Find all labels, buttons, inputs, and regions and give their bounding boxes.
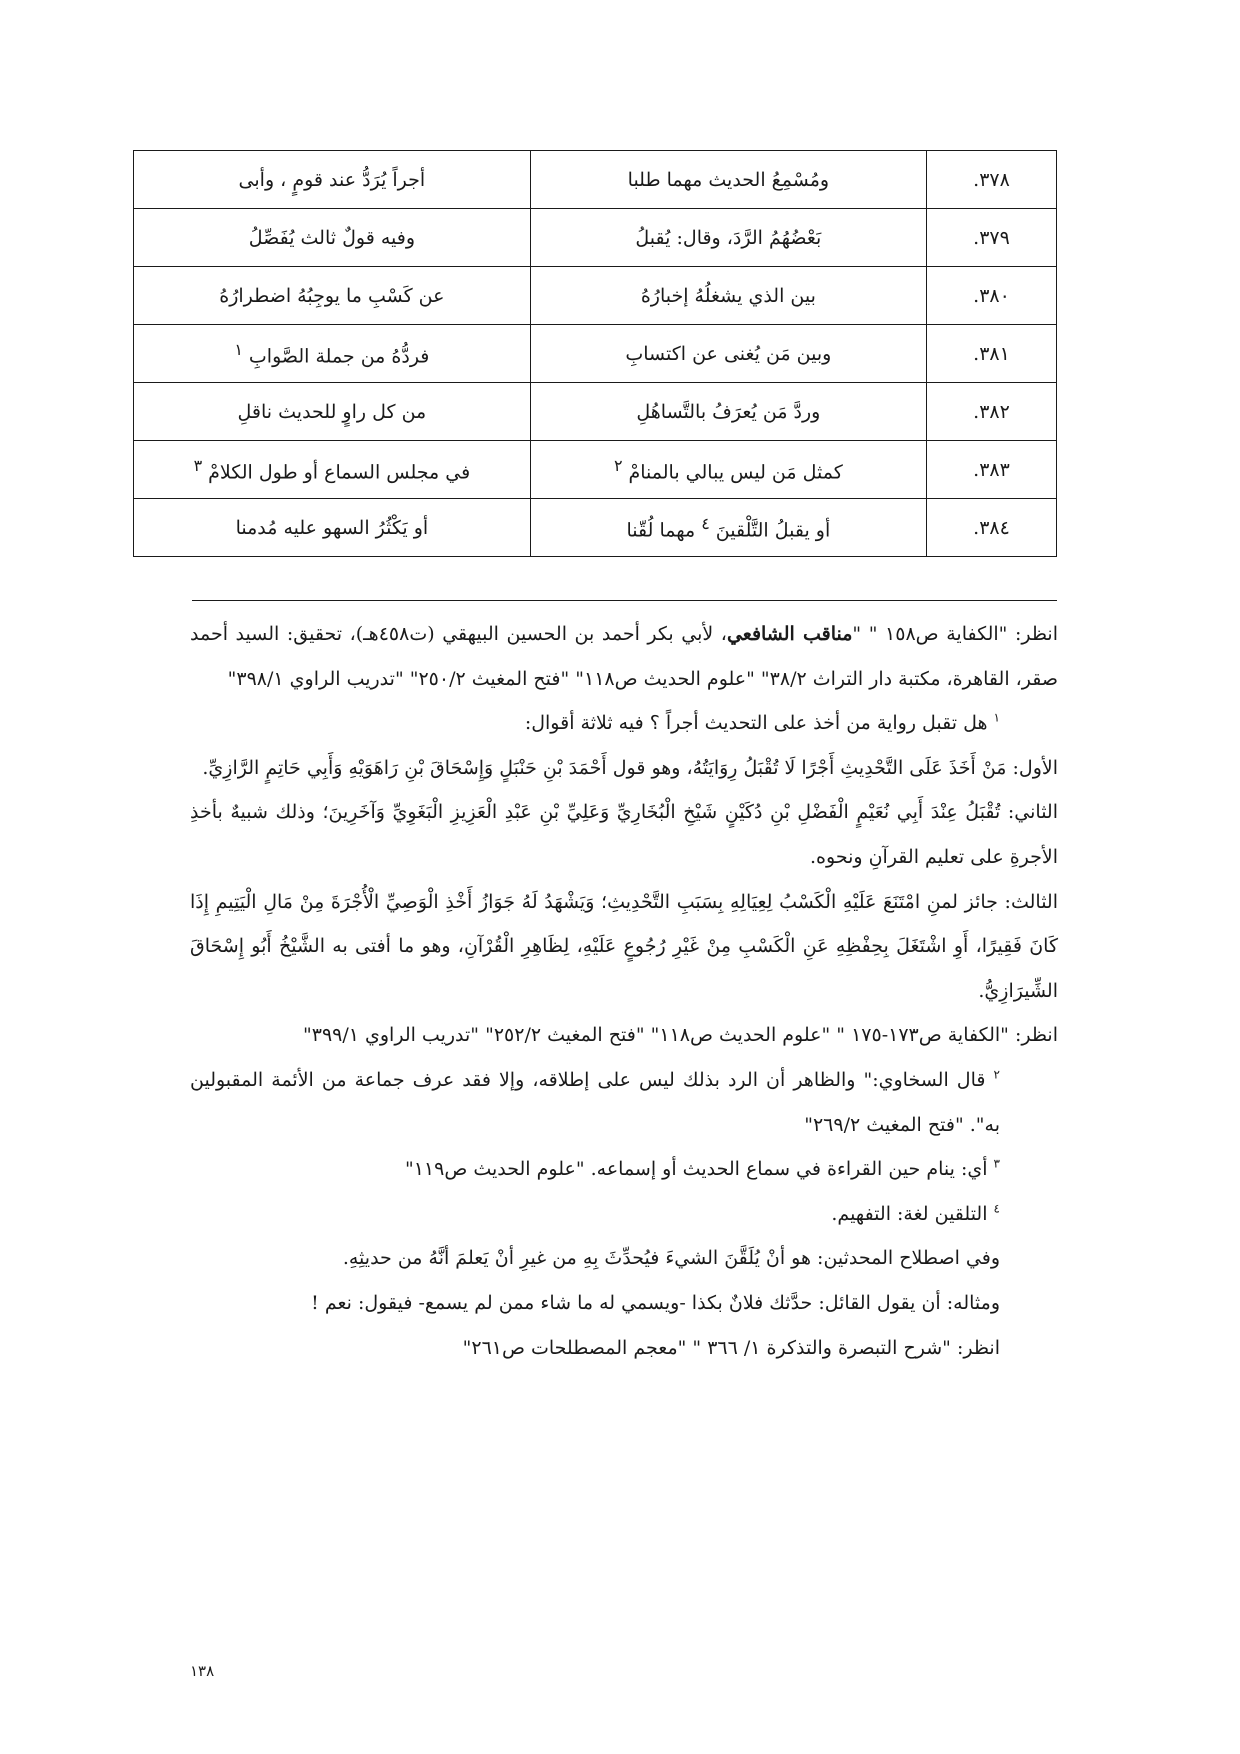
footnote-number: ١ [993,710,1000,725]
footnote-text: قال السخاوي:" والظاهر أن الرد بذلك ليس على إطلاقه، وإلا فقد عرف جماعة من الأئمة المقبولين به". "فتح المغيث ٢٦٩/٢" [190,1068,1000,1136]
hemistich-text: بين الذي يشغلُهُ إخبارُهُ [640,284,816,307]
hemistich-text: وبين مَن يُغنى عن اكتسابِ [625,342,832,365]
verse-first-hemistich [530,441,926,499]
footnote-3 [190,1147,1058,1192]
verse-number: ٣٧٨. [926,151,1056,209]
footnotes [190,612,1058,1370]
page-number: ١٣٨ [190,1662,215,1680]
verse-row [134,383,1057,441]
footnote-text: أي: ينام حين القراءة في سماع الحديث أو إسماعه. "علوم الحديث ص١١٩" [404,1158,994,1181]
hemistich-text: أو يَكْثُرُ السهو عليه مُدمنا [235,516,429,539]
hemistich-text: كمثل مَن ليس يبالي بالمنامْ [628,461,843,484]
verse-second-hemistich [134,383,531,441]
footnote-1-reference: انظر: "الكفاية ص١٧٣-١٧٥ " "علوم الحديث ص١١٨" "فتح المغيث ٢٥٢/٢" "تدريب الراوي ٣٩٩/١" [302,1024,1058,1047]
verse-second-hemistich [134,499,531,557]
footnote-4-example: ومثاله: أن يقول القائل: حدَّثك فلانٌ بكذا -ويسمي له ما شاء ممن لم يسمع- فيقول: نعم ! [311,1291,1000,1314]
verse-row [134,441,1057,499]
hemistich-text: أجراً يُرَدُّ عند قومٍ ، وأبى [238,168,426,191]
verse-row [134,209,1057,267]
hemistich-text: أو يقبلُ التَّلْقينَ [715,519,831,542]
footnote-ref: ٤ [701,513,710,533]
verse-number: ٣٨٢. [926,383,1056,441]
footnote-text: هل تقبل رواية من أخذ على التحديث أجراً ؟ فيه ثلاثة أقوال: [524,712,994,735]
hemistich-text: وفيه قولٌ ثالث يُفَصِّلُ [248,226,416,249]
hemistich-text-tail: مهما لُقّنا [626,519,702,542]
verse-table [133,150,1057,557]
hemistich-text: بَعْضُهُمُ الرَّدَ، وقال: يُقبلُ [635,226,822,249]
verse-row [134,325,1057,383]
verse-number: ٣٨٣. [926,441,1056,499]
verse-first-hemistich [530,499,926,557]
verse-row [134,267,1057,325]
footnote-ref: ٣ [193,455,203,475]
verse-row [134,499,1057,557]
hemistich-text: ومُسْمِعُ الحديث مهما طلبا [627,168,830,191]
footnote-separator [192,600,1057,601]
verse-number: ٣٨٤. [926,499,1056,557]
verse-second-hemistich [134,325,531,383]
footnote-4-definition: وفي اصطلاح المحدثين: هو أنْ يُلَقَّنَ الشيءَ فيُحدِّثَ بِهِ من غيرِ أنْ يَعلمَ أنَّهُ من حديثِهِ. [342,1247,1000,1270]
verse-number: ٣٨٠. [926,267,1056,325]
footnote-4-reference: انظر: "شرح التبصرة والتذكرة ١/ ٣٦٦ " "معجم المصطلحات ص٢٦١" [462,1336,1000,1359]
hemistich-text: في مجلس السماع أو طول الكلامْ [208,461,471,484]
footnote-number: ٣ [993,1156,1000,1171]
verse-first-hemistich [530,209,926,267]
reference-text: ، لأبي بكر أحمد بن الحسين البيهقي (ت٤٥٨هـ)، تحقيق: السيد أحمد صقر، القاهرة، مكتبة دار التراث ٣٨/٢" "علوم الحديث ص١١٨" "فتح المغيث ٢٥٠/٢" "تدريب الراوي ٣٩٨/١" [190,623,1058,690]
footnote-ref: ١ [234,339,243,359]
verse-second-hemistich [134,209,531,267]
footnote-ref: ٢ [613,455,623,475]
verse-number: ٣٨١. [926,325,1056,383]
reference-book-title: مناقب الشافعي [726,623,853,645]
verse-number: ٣٧٩. [926,209,1056,267]
footnote-1 [190,701,1058,746]
verse-first-hemistich [530,383,926,441]
verse-second-hemistich [134,151,531,209]
hemistich-text: فردُّهُ من جملة الصَّوابِ [248,345,430,368]
reference-text: انظر: "الكفاية ص١٥٨ " " [852,623,1058,645]
hemistich-text: من كل راوٍ للحديث ناقلِ [237,400,427,423]
footnote-number: ٤ [993,1201,1000,1216]
footnote-1-second-opinion: الثاني: تُقْبَلُ عِنْدَ أَبِي نُعَيْمٍ الْفَضْلِ بْنِ دُكَيْنٍ شَيْخِ الْبُخَارِيِّ وَعَلِيِّ بْنِ عَبْدِ الْعَزِيزِ الْبَغَوِيِّ وَآخَرِينَ؛ وذلك شبيهٌ بأخذِ الأجرةِ على تعليم القرآنِ ونحوه. [190,801,1058,868]
source-reference [190,612,1058,701]
footnote-1-first-opinion: الأول: مَنْ أَخَذَ عَلَى التَّحْدِيثِ أَجْرًا لَا تُقْبَلُ رِوَايَتُهُ، وهو قول أَحْمَدَ بْنِ حَنْبَلٍ وَإِسْحَاقَ بْنِ رَاهَوَيْهِ وَأَبِي حَاتِمٍ الرَّازِيِّ. [202,756,1058,779]
verse-first-hemistich [530,325,926,383]
footnote-1-third-opinion: الثالث: جائز لمنِ امْتَنَعَ عَلَيْهِ الْكَسْبُ لِعِيَالِهِ بِسَبَبِ التَّحْدِيثِ؛ وَيَشْهَدُ لَهُ جَوَازُ أَخْذِ الْوَصِيِّ الْأُجْرَةَ مِنْ مَالِ الْيَتِيمِ إِذَا كَانَ فَقِيرًا، أَوِ اشْتَغَلَ بِحِفْظِهِ عَنِ الْكَسْبِ مِنْ غَيْرِ رُجُوعٍ عَلَيْهِ، لِظَاهِرِ الْقُرْآنِ، وهو ما أفتى به الشَّيْخُ أَبُو إِسْحَاقَ الشِّيرَازِيُّ. [190,890,1058,1002]
footnote-2 [190,1058,1058,1147]
verse-row [134,151,1057,209]
hemistich-text: عن كَسْبِ ما يوجِبُهُ اضطرارُهُ [219,284,445,307]
footnote-4 [190,1192,1058,1237]
footnote-number: ٢ [993,1067,1000,1082]
hemistich-text: وردَّ مَن يُعرَفُ بالتَّساهُلِ [636,400,821,423]
footnote-text: التلقين لغة: التفهيم. [831,1202,994,1225]
verse-second-hemistich [134,441,531,499]
verse-first-hemistich [530,267,926,325]
verse-first-hemistich [530,151,926,209]
verse-second-hemistich [134,267,531,325]
